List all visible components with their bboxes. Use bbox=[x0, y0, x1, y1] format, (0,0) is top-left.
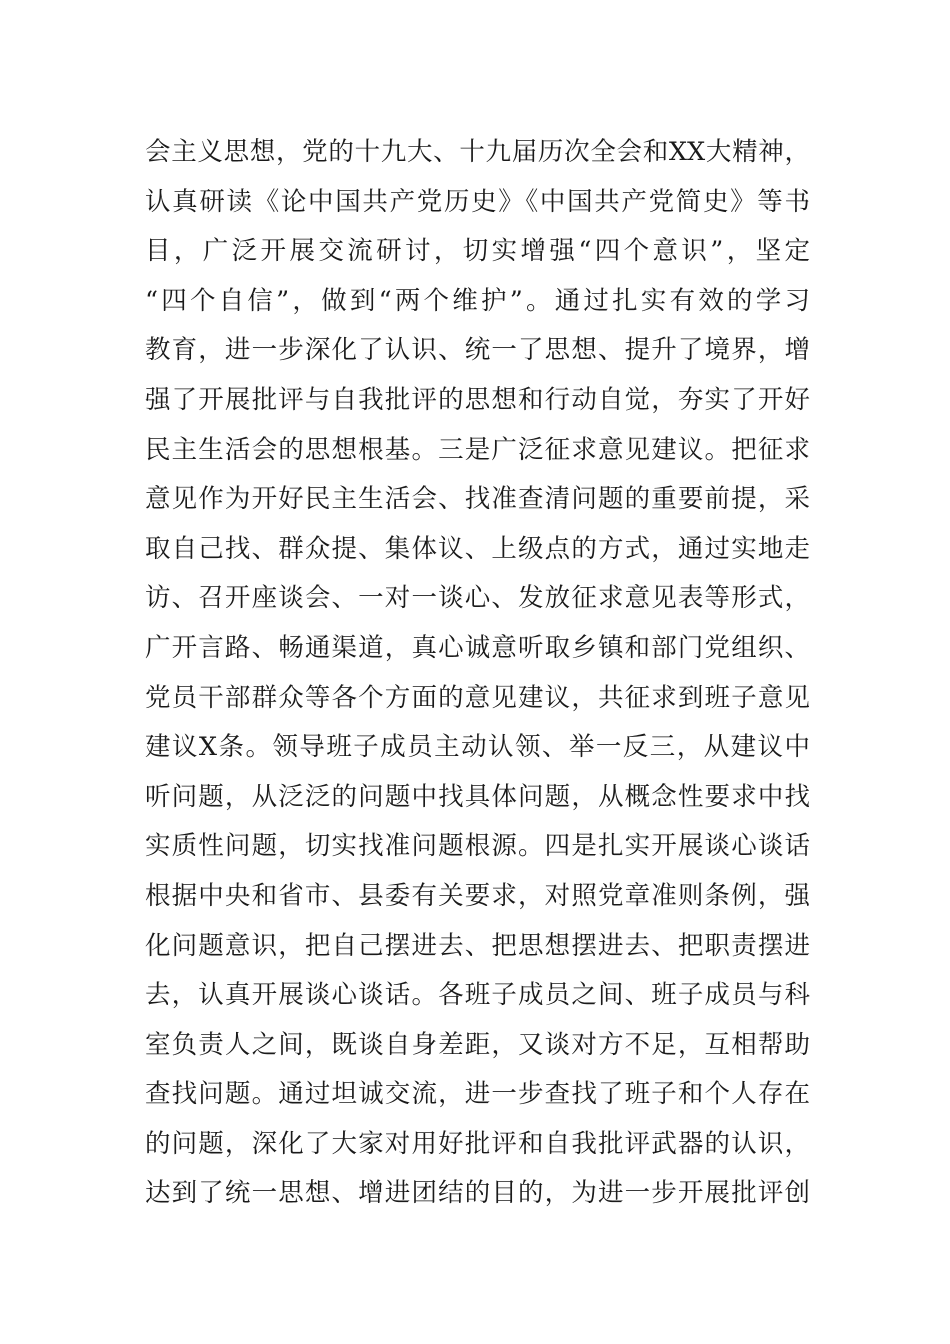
text-line: 听问题，从泛泛的问题中找具体问题，从概念性要求中找 bbox=[145, 781, 810, 812]
text-line: 党员干部群众等各个方面的意见建议，共征求到班子意见 bbox=[145, 682, 810, 713]
text-line: 的问题，深化了大家对用好批评和自我批评武器的认识， bbox=[145, 1128, 810, 1159]
text-line: 建议X条。领导班子成员主动认领、举一反三，从建议中 bbox=[145, 732, 810, 763]
text-line: 达到了统一思想、增进团结的目的，为进一步开展批评创 bbox=[145, 1178, 810, 1209]
text-line: 查找问题。通过坦诚交流，进一步查找了班子和个人存在 bbox=[145, 1079, 810, 1110]
text-line: 实质性问题，切实找准问题根源。四是扎实开展谈心谈话 bbox=[145, 831, 810, 862]
text-line: 认真研读《论中国共产党历史》《中国共产党简史》等书 bbox=[145, 186, 810, 217]
text-line: 化问题意识，把自己摆进去、把思想摆进去、把职责摆进 bbox=[145, 930, 810, 961]
text-line: 访、召开座谈会、一对一谈心、发放征求意见表等形式， bbox=[145, 583, 810, 614]
text-line: 民主生活会的思想根基。三是广泛征求意见建议。把征求 bbox=[145, 434, 810, 465]
text-line: 意见作为开好民主生活会、找准查清问题的重要前提，采 bbox=[145, 484, 810, 515]
text-line: 取自己找、群众提、集体议、上级点的方式，通过实地走 bbox=[145, 533, 810, 564]
text-line: 广开言路、畅通渠道，真心诚意听取乡镇和部门党组织、 bbox=[145, 632, 810, 663]
text-line: 根据中央和省市、县委有关要求，对照党章准则条例，强 bbox=[145, 880, 810, 911]
text-line: 目，广泛开展交流研讨，切实增强“四个意识”，坚定 bbox=[145, 236, 810, 267]
text-line: 去，认真开展谈心谈话。各班子成员之间、班子成员与科 bbox=[145, 980, 810, 1011]
text-line: 强了开展批评与自我批评的思想和行动自觉，夯实了开好 bbox=[145, 384, 810, 415]
body-text bbox=[145, 128, 810, 1219]
text-line: 室负责人之间，既谈自身差距，又谈对方不足，互相帮助 bbox=[145, 1029, 810, 1060]
text-line: 会主义思想，党的十九大、十九届历次全会和XX大精神， bbox=[145, 137, 810, 167]
text-line: 教育，进一步深化了认识、统一了思想、提升了境界，增 bbox=[145, 335, 810, 366]
text-line: “四个自信”，做到“两个维护”。通过扎实有效的学习 bbox=[145, 285, 810, 316]
